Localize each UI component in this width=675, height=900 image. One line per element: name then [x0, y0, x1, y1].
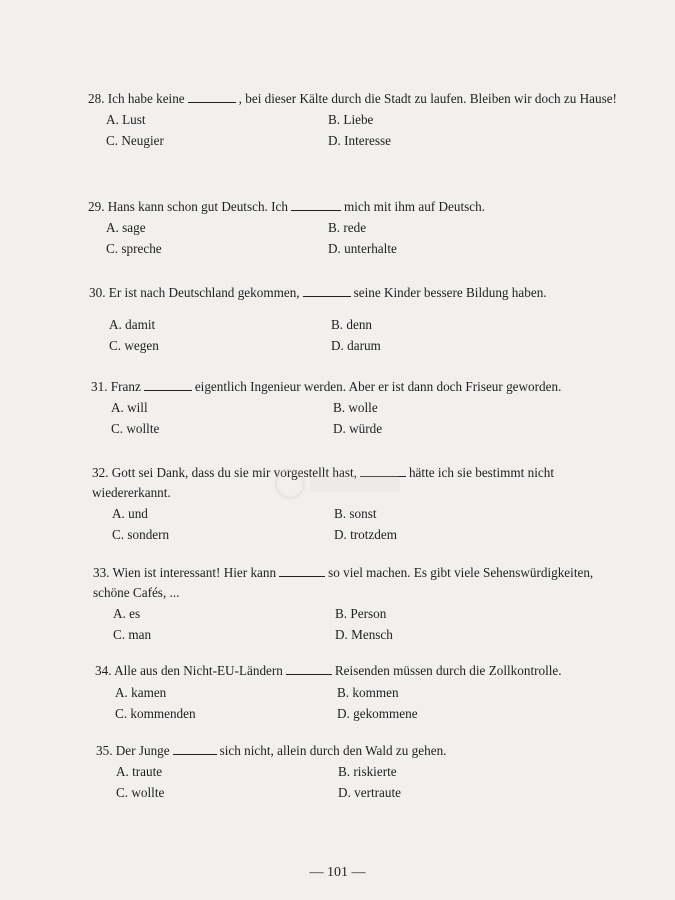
option-c: C. wegen [109, 338, 159, 353]
option-c: C. man [113, 627, 152, 642]
question-30 [89, 283, 621, 356]
question-number: 30. [89, 285, 106, 300]
question-34 [95, 661, 620, 724]
option-d: D. gekommene [337, 706, 418, 721]
answer-blank [188, 90, 236, 103]
question-35 [96, 741, 621, 803]
stem-text-before: Hans kann schon gut Deutsch. Ich [107, 199, 288, 214]
option-a: A. es [113, 606, 141, 621]
question-number: 35. [96, 743, 113, 758]
option-c: C. sondern [112, 527, 170, 542]
option-b: B. kommen [337, 685, 399, 700]
answer-blank [144, 378, 192, 391]
stem-text-after: eigentlich Ingenieur werden. Aber er ist dann doch Friseur geworden. [194, 379, 562, 394]
option-b: B. sonst [334, 506, 377, 521]
answer-blank [286, 662, 332, 675]
stem-text-after: hätte ich sie bestimmt nicht wiedererkannt. [92, 465, 554, 500]
option-d: D. Mensch [335, 627, 393, 642]
question-stem [95, 661, 620, 681]
option-d: D. würde [333, 421, 383, 436]
options [112, 504, 612, 545]
option-b: B. Liebe [328, 112, 374, 127]
question-number: 32. [92, 465, 109, 480]
stem-text-before: Der Junge [115, 743, 170, 758]
question-number: 28. [88, 91, 105, 106]
option-d: D. trotzdem [334, 527, 397, 542]
option-a: A. kamen [115, 685, 167, 700]
option-a: A. und [112, 506, 148, 521]
answer-blank [173, 742, 217, 755]
option-d: D. unterhalte [328, 241, 397, 256]
stem-text-after: , bei dieser Kälte durch die Stadt zu laufen. Bleiben wir doch zu Hause! [238, 91, 617, 106]
options [106, 218, 620, 259]
question-number: 34. [95, 663, 112, 678]
option-b: B. wolle [333, 400, 378, 415]
option-a: A. will [111, 400, 148, 415]
answer-blank [279, 564, 325, 577]
stem-text-before: Er ist nach Deutschland gekommen, [108, 285, 300, 300]
question-stem [89, 283, 621, 303]
question-stem [88, 89, 620, 109]
answer-blank [291, 198, 341, 211]
question-number: 29. [88, 199, 105, 214]
option-d: D. vertraute [338, 785, 401, 800]
option-c: C. wollte [116, 785, 165, 800]
option-d: D. darum [331, 338, 381, 353]
stem-text-after: Reisenden müssen durch die Zollkontrolle. [334, 663, 562, 678]
option-c: C. spreche [106, 241, 162, 256]
option-b: B. denn [331, 317, 373, 332]
stem-text-after: sich nicht, allein durch den Wald zu gehen. [219, 743, 447, 758]
options [111, 398, 623, 439]
answer-blank [303, 284, 351, 297]
option-a: A. traute [116, 764, 163, 779]
option-b: B. riskierte [338, 764, 397, 779]
question-stem [93, 563, 623, 603]
stem-text-before: Ich habe keine [107, 91, 185, 106]
stem-text-before: Franz [110, 379, 141, 394]
page-number: — 101 — [309, 865, 366, 880]
option-c: C. kommenden [115, 706, 196, 721]
options [109, 315, 621, 356]
option-c: C. Neugier [106, 133, 164, 148]
question-stem [88, 197, 620, 217]
question-stem [91, 377, 623, 397]
stem-text-after: seine Kinder bessere Bildung haben. [353, 285, 547, 300]
options [113, 604, 623, 645]
watermark-logo [268, 462, 408, 506]
option-d: D. Interesse [328, 133, 391, 148]
options [106, 110, 620, 151]
stem-text-before: Alle aus den Nicht-EU-Ländern [114, 663, 283, 678]
option-a: A. damit [109, 317, 156, 332]
option-a: A. Lust [106, 112, 146, 127]
stem-text-after: so viel machen. Es gibt viele Sehenswürdigkeiten, schöne Cafés, ... [93, 565, 594, 600]
stem-text-after: mich mit ihm auf Deutsch. [343, 199, 485, 214]
stem-text-before: Gott sei Dank, dass du sie mir vorgestellt hast, [111, 465, 357, 480]
stem-text-before: Wien ist interessant! Hier kann [112, 565, 277, 580]
question-31 [91, 377, 623, 439]
question-28 [88, 89, 620, 151]
question-33 [93, 563, 623, 645]
option-c: C. wollte [111, 421, 160, 436]
options [115, 683, 620, 724]
option-b: B. Person [335, 606, 387, 621]
question-29 [88, 197, 620, 259]
question-number: 33. [93, 565, 110, 580]
question-number: 31. [91, 379, 108, 394]
options [116, 762, 621, 803]
option-b: B. rede [328, 220, 367, 235]
question-stem [96, 741, 621, 761]
option-a: A. sage [106, 220, 146, 235]
